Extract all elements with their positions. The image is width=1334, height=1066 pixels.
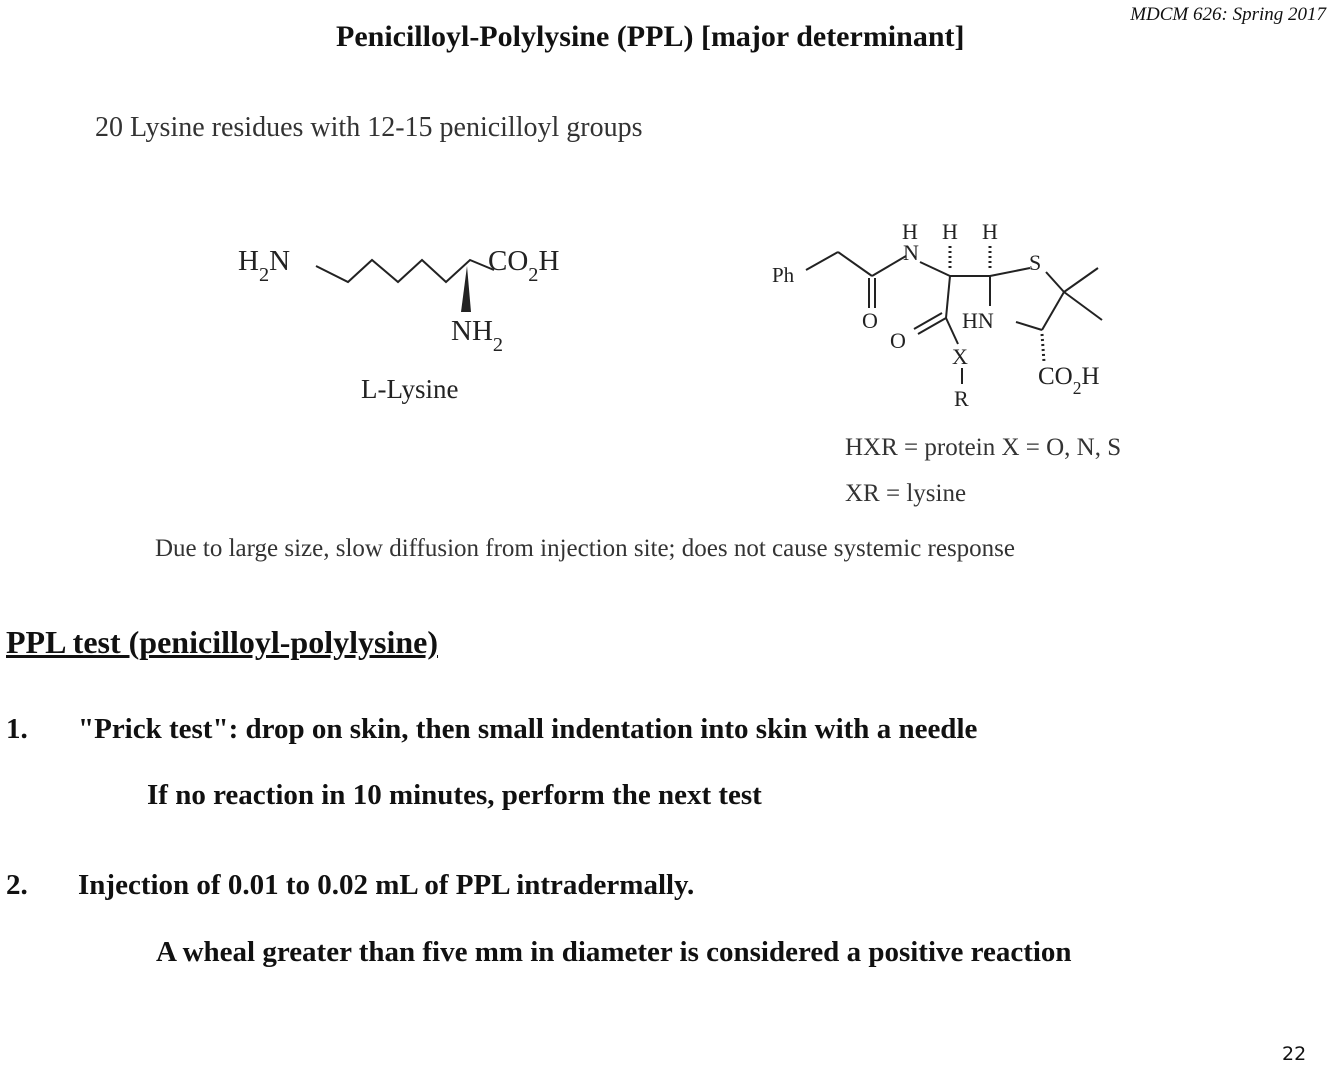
lysine-structure	[238, 245, 559, 404]
slide-title: Penicilloyl-Polylysine (PPL) [major determinant]	[336, 20, 965, 53]
carboxyl-hash-bond	[1042, 334, 1044, 362]
x-label: X	[952, 344, 968, 369]
amide-n-label: N	[903, 240, 919, 265]
beta-h-label: H	[982, 219, 998, 244]
gem-methyl-a	[1064, 268, 1098, 292]
step-2-number: 2.	[6, 869, 28, 901]
amide-h-label: H	[902, 219, 918, 244]
page-number: 22	[1282, 1043, 1307, 1065]
step-1-text: "Prick test": drop on skin, then small indentation into skin with a needle	[78, 713, 978, 745]
ch2-co-bond	[838, 252, 872, 276]
lysine-alpha-amine-label: $NH_2$	[451, 315, 504, 356]
amide-o-label: O	[862, 308, 878, 333]
lysine-caption: L-Lysine	[361, 374, 459, 404]
alpha-h-label: H	[942, 219, 958, 244]
step-1-number: 1.	[6, 713, 28, 745]
lysine-wedge-bond	[461, 266, 471, 312]
r-label: R	[954, 386, 969, 411]
section-heading: PPL test (penicilloyl-polylysine)	[6, 624, 438, 660]
definition-line-1: HXR = protein X = O, N, S	[845, 434, 1122, 461]
size-note: Due to large size, slow diffusion from injection site; does not cause systemic response	[155, 535, 1016, 562]
cb-s-bond	[990, 268, 1030, 276]
co-nh-bond	[872, 256, 906, 276]
acyl-o-bond-b	[914, 313, 942, 329]
c3-nh-bond	[1016, 322, 1042, 330]
step-1-detail: If no reaction in 10 minutes, perform the next test	[147, 779, 762, 811]
acyl-o-bond-a	[918, 318, 946, 334]
nh-ca-bond	[920, 262, 950, 276]
s-cq-bond	[1046, 272, 1064, 292]
step-2-detail: A wheal greater than five mm in diameter is considered a positive reaction	[156, 936, 1072, 968]
acyl-o-label: O	[890, 328, 906, 353]
slide-subtitle: 20 Lysine residues with 12-15 penicilloyl groups	[95, 112, 643, 143]
gem-methyl-b	[1064, 292, 1102, 320]
cq-c3-bond	[1042, 292, 1064, 330]
lysine-amine-label: $H_2N$	[238, 245, 291, 286]
phenyl-label: Ph	[772, 263, 795, 287]
ph-ch2-bond	[806, 252, 838, 270]
ring-carboxyl-label: $CO_2H$	[1038, 363, 1100, 398]
course-label: MDCM 626: Spring 2017	[1130, 4, 1326, 25]
acyl-x-bond	[946, 318, 958, 344]
definition-line-2: XR = lysine	[845, 480, 967, 507]
ring-nh-label: HN	[962, 308, 994, 333]
sulfur-label: S	[1029, 250, 1042, 275]
step-2-text: Injection of 0.01 to 0.02 mL of PPL intradermally.	[78, 869, 695, 901]
lysine-acid-label: $CO_2H$	[488, 245, 560, 286]
ca-acyl-bond	[946, 276, 950, 318]
